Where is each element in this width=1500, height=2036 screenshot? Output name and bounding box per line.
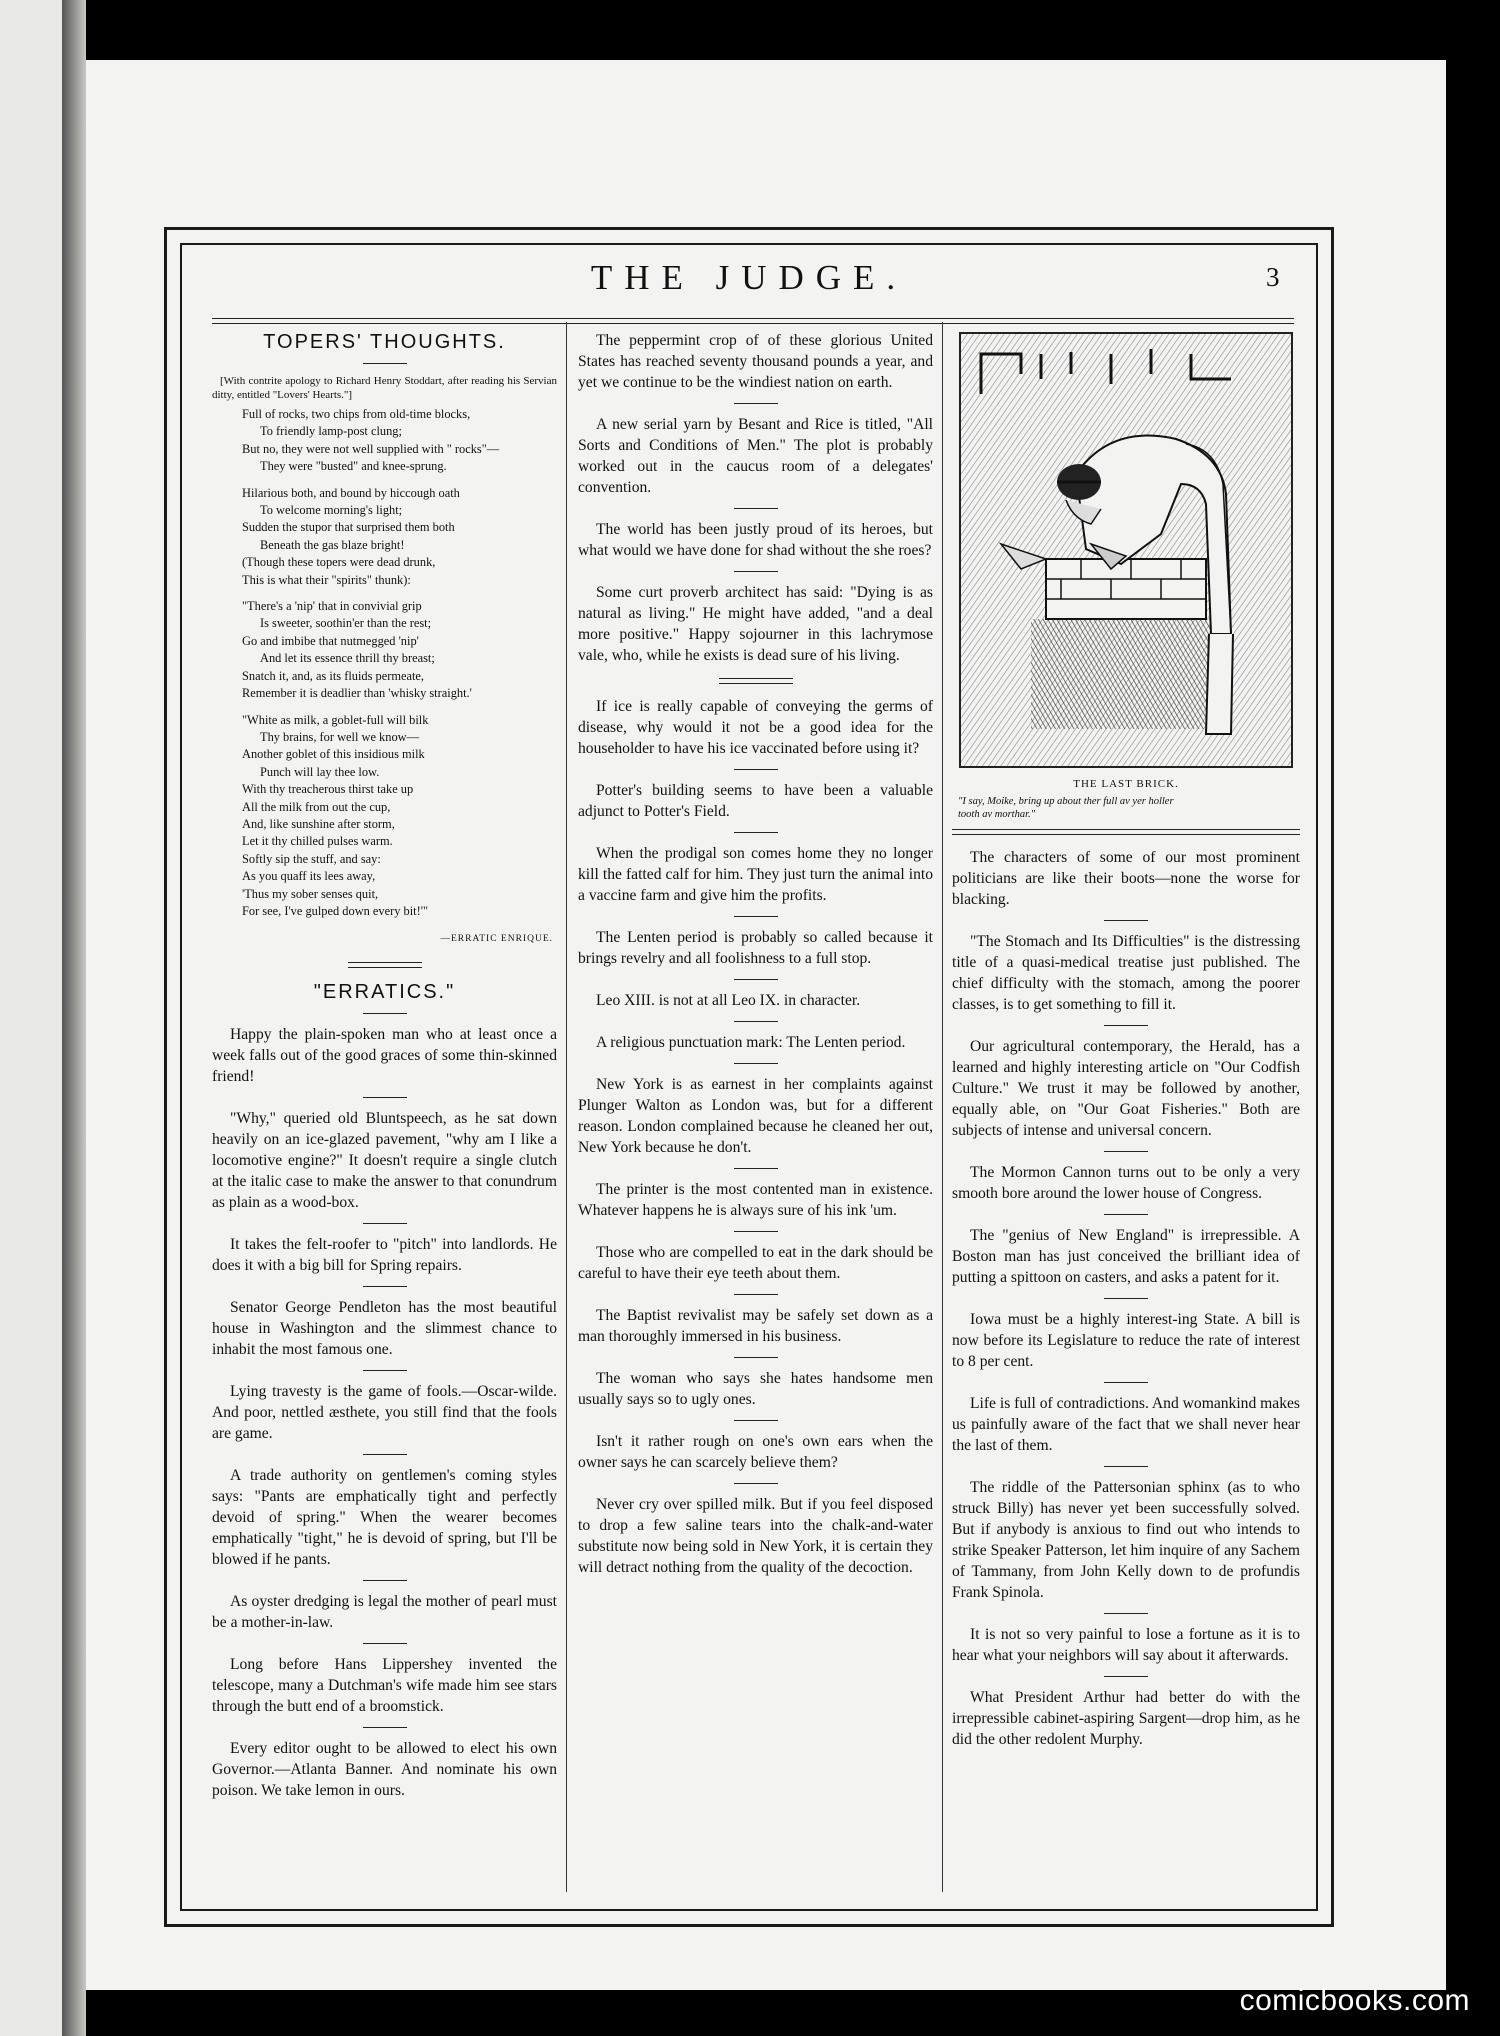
erratics-headline: "ERRATICS." (313, 981, 456, 1004)
masthead-rule (212, 318, 1294, 324)
separator (1104, 1151, 1148, 1152)
separator (1104, 1025, 1148, 1026)
cartoon-caption-line: "I say, Moike, bring up about ther full av yer holler (958, 796, 1174, 807)
poem-line: And, like sunshine after storm, (242, 816, 395, 831)
poem-line: "White as milk, a goblet-full will bilk (242, 712, 429, 727)
paragraph: The Mormon Cannon turns out to be only a very smooth bore around the lower house of Congress. (952, 1164, 1300, 1202)
separator (1104, 920, 1148, 921)
paragraph: Life is full of contradictions. And womankind makes us painfully aware of the fact that we shall never hear the last of them. (952, 1395, 1301, 1454)
column-1 (212, 330, 557, 1801)
paragraph: When the prodigal son comes home they no longer kill the fatted calf for him. They just turn the animal into a vaccine farm and give him the profits. (578, 845, 933, 904)
paragraph: A new serial yarn by Besant and Rice is titled, "All Sorts and Conditions of Men." The plot is probably worked out in the caucus room of a delegates' convention. (578, 416, 933, 496)
poem-line: Remember it is deadlier than 'whisky straight.' (242, 686, 472, 701)
poem-line: Another goblet of this insidious milk (242, 747, 425, 762)
paragraph: The printer is the most contented man in existence. Whatever happens he is always sure of his ink 'um. (578, 1181, 933, 1219)
poem-line: Full of rocks, two chips from old-time blocks, (242, 407, 471, 421)
paragraph: "The Stomach and Its Difficulties" is the distressing title of a quasi-medical treatise just published. The chief difficulty with the stomach, among the poorer classes, is to get something to fill it. (952, 933, 1300, 1013)
paragraph: What President Arthur had better do with the irrepressible cabinet-aspiring Sargent—drop him, as he did the other redolent Murphy. (952, 1689, 1300, 1748)
separator (1104, 1298, 1148, 1299)
separator (734, 916, 778, 917)
poem-line: Thy brains, for well we know— (260, 729, 419, 744)
paragraph: The woman who says she hates handsome men usually says so to ugly ones. (578, 1370, 933, 1408)
paragraph: Some curt proverb architect has said: "Dying is as natural as living." He might have added, "and a deal more positive." Happy sojourner in this lachrymose vale, who, while he exists is dead sure of his living. (578, 584, 933, 664)
toper-note: [With contrite apology to Richard Henry Stoddart, after reading his Servian ditty, entitled "Lovers' Hearts."] (212, 375, 557, 401)
poem-signature: —ERRATIC ENRIQUE. (440, 934, 553, 945)
poem-line: Softly sip the stuff, and say: (242, 851, 381, 866)
poem-line: Punch will lay thee low. (260, 764, 380, 779)
column-rule-1 (566, 322, 567, 1892)
poem-line: And let its essence thrill thy breast; (260, 651, 435, 666)
separator (363, 1727, 407, 1728)
cartoon-title: THE LAST BRICK. (1073, 778, 1179, 790)
separator (1104, 1613, 1148, 1614)
separator (363, 363, 407, 364)
separator (734, 508, 778, 509)
paragraph: The Baptist revivalist may be safely set down as a man thoroughly immersed in his business. (578, 1307, 933, 1345)
poem-line: For see, I've gulped down every bit!'" (242, 903, 429, 918)
separator (363, 1223, 407, 1224)
poem-line: They were "busted" and knee-sprung. (260, 459, 447, 474)
double-rule (719, 678, 793, 684)
separator (734, 1357, 778, 1358)
poem-line: As you quaff its lees away, (242, 869, 376, 884)
paragraph: A religious punctuation mark: The Lenten period. (596, 1034, 906, 1051)
separator (363, 1643, 407, 1644)
separator (734, 769, 778, 770)
separator (363, 1370, 407, 1371)
separator (363, 1580, 407, 1581)
separator (734, 403, 778, 404)
poem-line: "There's a 'nip' that in convivial grip (242, 599, 422, 614)
poem-stanza (212, 598, 557, 702)
separator (734, 571, 778, 572)
paragraph: The world has been justly proud of its heroes, but what would we have done for shad without the she roes? (578, 521, 933, 559)
poem-line: (Though these topers were dead drunk, (242, 555, 436, 570)
poem-line: Let it thy chilled pulses warm. (242, 834, 393, 849)
separator (734, 832, 778, 833)
poem-line: All the milk from out the cup, (242, 799, 391, 814)
separator (1104, 1676, 1148, 1677)
poem-stanza (212, 406, 557, 476)
paragraph: Iowa must be a highly interest-ing State. A bill is now before its Legislature to reduce the rate of interest to 8 per cent. (952, 1311, 1300, 1370)
poem-stanza (212, 712, 557, 921)
double-rule (348, 962, 422, 968)
separator (1104, 1466, 1148, 1467)
column-rule-2 (942, 322, 943, 1892)
poem-line: To welcome morning's light; (260, 503, 403, 518)
paragraph: Every editor ought to be allowed to elect his own Governor.—Atlanta Banner. And nominate his own poison. We take lemon in ours. (212, 1740, 557, 1800)
paragraph: Potter's building seems to have been a valuable adjunct to Potter's Field. (578, 782, 933, 820)
paragraph: Senator George Pendleton has the most beautiful house in Washington and the slimmest chance to inhabit the most famous one. (212, 1299, 557, 1359)
paragraph: The Lenten period is probably so called because it brings revelry and all foolishness to a full stop. (578, 929, 933, 967)
separator (363, 1013, 407, 1014)
cartoon-caption-line: tooth av morthar." (958, 809, 1036, 820)
toper-headline: TOPERS' THOUGHTS. (263, 331, 506, 353)
separator (734, 979, 778, 980)
column-3 (952, 330, 1300, 1750)
poem-line: Hilarious both, and bound by hiccough oath (242, 485, 460, 500)
paragraph: The "genius of New England" is irrepressible. A Boston man has just conceived the brilliant idea of putting a spittoon on casters, and asks a patent for it. (952, 1227, 1300, 1286)
paragraph: Leo XIII. is not at all Leo IX. in character. (596, 992, 861, 1009)
paragraph: As oyster dredging is legal the mother of pearl must be a mother-in-law. (212, 1593, 557, 1632)
paragraph: The peppermint crop of of these glorious United States has reached seventy thousand pounds a year, and yet we continue to be the windiest nation on earth. (578, 332, 933, 391)
poem-stanza (212, 485, 557, 589)
paragraph: Isn't it rather rough on one's own ears when the owner says he can scarcely believe them? (578, 1433, 933, 1471)
poem-line: Sudden the stupor that surprised them both (242, 520, 455, 535)
paragraph: New York is as earnest in her complaints against Plunger Walton as London was, but for a different reason. London complained because he cleaned her out, New York because he don't. (578, 1076, 933, 1156)
bricklayer-drawing (961, 334, 1291, 766)
separator (734, 1294, 778, 1295)
paragraph: The characters of some of our most prominent politicians are like their boots—none the worse for blacking. (952, 849, 1300, 908)
separator (1104, 1214, 1148, 1215)
facing-page-edge (0, 0, 62, 2036)
toper-poem (212, 406, 557, 920)
poem-line: Beneath the gas blaze bright! (260, 537, 405, 552)
separator (363, 1286, 407, 1287)
poem-line: Is sweeter, soothin'er than the rest; (260, 616, 432, 631)
separator (734, 1021, 778, 1022)
double-rule (952, 829, 1300, 835)
poem-line: Go and imbibe that nutmegged 'nip' (242, 633, 419, 648)
masthead-title: THE JUDGE. (590, 258, 908, 297)
paragraph: Long before Hans Lippershey invented the telescope, many a Dutchman's wife made him see stars through the butt end of a broomstick. (212, 1656, 557, 1716)
paragraph: "Why," queried old Bluntspeech, as he sat down heavily on an ice-glazed pavement, "why am I like a locomotive engine?" It doesn't require a single clutch at the italic case to make the answer to that conundrum as plain as a wood-box. (212, 1110, 557, 1212)
separator (1104, 1382, 1148, 1383)
separator (734, 1168, 778, 1169)
paragraph: Our agricultural contemporary, the Herald, has a learned and highly interesting article on "Our Codfish Culture." We trust it may be followed by another, equally able, on "Our Goat Fisheries." Both are subjects of intense and universal concern. (952, 1038, 1300, 1139)
poem-line: With thy treacherous thirst take up (242, 782, 414, 797)
paragraph: The riddle of the Pattersonian sphinx (as to who struck Billy) has never yet been successfully solved. But if anybody is anxious to find out who intends to strike Speaker Patterson, let him inquire of any Sachem of Tammany, from John Kelly down to de profundis Frank Spinola. (952, 1479, 1300, 1601)
poem-line: 'Thus my sober senses quit, (242, 886, 379, 901)
separator (734, 1420, 778, 1421)
paragraph: Lying travesty is the game of fools.—Oscar-wilde. And poor, nettled æsthete, you still find that the fools are game. (212, 1383, 557, 1443)
separator (734, 1063, 778, 1064)
page-gutter-shadow (62, 0, 86, 2036)
cartoon-illustration (959, 332, 1293, 768)
site-watermark: comicbooks.com (1239, 1984, 1470, 2017)
page-number: 3 (1266, 262, 1280, 292)
paragraph: If ice is really capable of conveying the germs of disease, why would it not be a good idea for the householder to have his ice vaccinated before using it? (578, 698, 933, 757)
paragraph: It takes the felt-roofer to "pitch" into landlords. He does it with a big bill for Spring repairs. (212, 1236, 557, 1275)
paragraph: It is not so very painful to lose a fortune as it is to hear what your neighbors will say about it afterwards. (952, 1626, 1300, 1664)
poem-line: But no, they were not well supplied with " rocks"— (242, 441, 500, 456)
paragraph: Never cry over spilled milk. But if you feel disposed to drop a few saline tears into the chalk-and-water substitute now being sold in New York, it is certain they will detract nothing from the quality of the decoction. (578, 1496, 933, 1576)
paragraph: Happy the plain-spoken man who at least once a week falls out of the good graces of some thin-skinned friend! (212, 1026, 557, 1086)
separator (363, 1454, 407, 1455)
paragraph: Those who are compelled to eat in the dark should be careful to have their eye teeth about them. (578, 1244, 933, 1282)
poem-line: Snatch it, and, as its fluids permeate, (242, 668, 425, 683)
column-2 (578, 330, 933, 1578)
poem-line: To friendly lamp-post clung; (260, 424, 402, 439)
separator (734, 1483, 778, 1484)
poem-line: This is what their "spirits" thunk): (242, 572, 411, 587)
separator (734, 1231, 778, 1232)
separator (363, 1097, 407, 1098)
paragraph: A trade authority on gentlemen's coming styles says: "Pants are emphatically tight and perfectly devoid of spring." When the wearer becomes emphatically "tight," he is devoid of spring, but I'll be blowed if he pants. (212, 1467, 557, 1569)
